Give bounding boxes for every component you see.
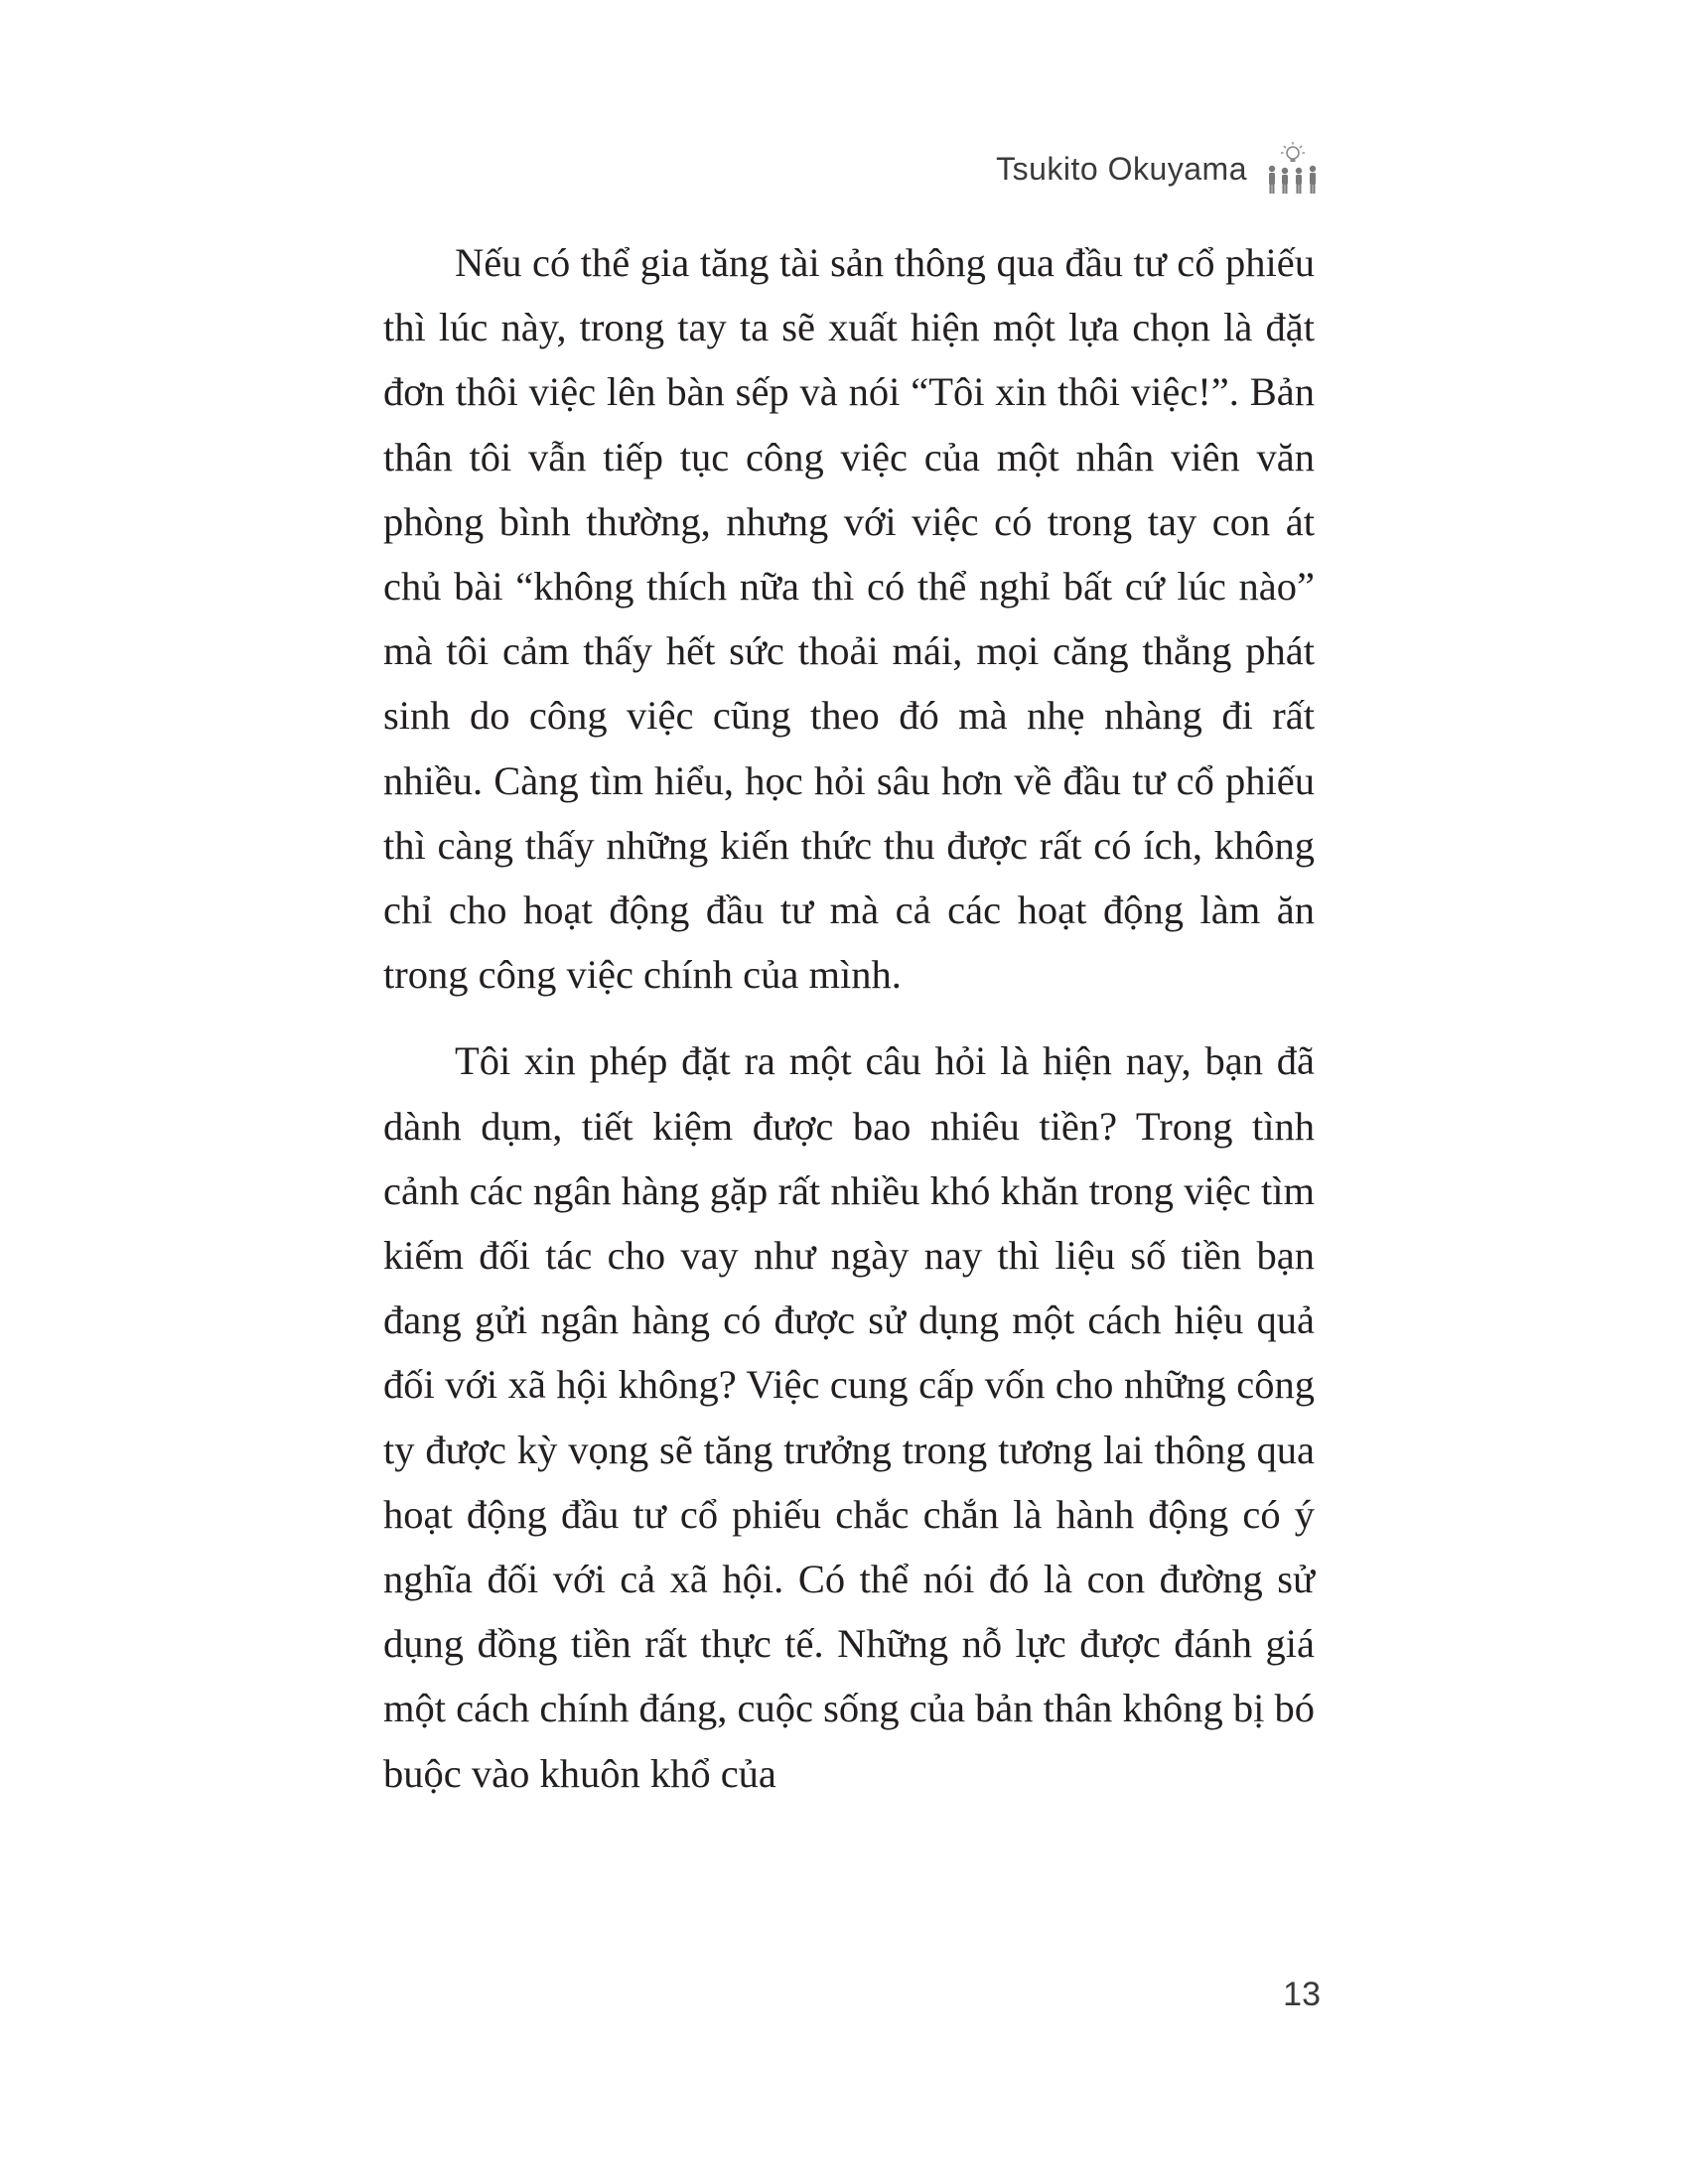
running-header	[993, 139, 1321, 199]
paragraph: Tôi xin phép đặt ra một câu hỏi là hiện nay, bạn đã dành dụm, tiết kiệm được bao nhiêu tiền? Trong tình cảnh các ngân hàng gặp rất nhiều khó khăn trong việc tìm kiếm đối tác cho vay như ngày nay thì liệu số tiền bạn đang gửi ngân hàng có được sử dụng một cách hiệu quả đối với xã hội không? Việc cung cấp vốn cho những công ty được kỳ vọng sẽ tăng trưởng trong tương lai thông qua hoạt động đầu tư cổ phiếu chắc chắn là hành động có ý nghĩa đối với cả xã hội. Có thể nói đó là con đường sử dụng đồng tiền rất thực tế. Những nỗ lực được đánh giá một cách chính đáng, cuộc sống của bản thân không bị bó buộc vào khuôn khổ của	[383, 1038, 1316, 1796]
page-number: 13	[1283, 1976, 1321, 2013]
paragraph: Nếu có thể gia tăng tài sản thông qua đầu tư cổ phiếu thì lúc này, trong tay ta sẽ xuất hiện một lựa chọn là đặt đơn thôi việc lên bàn sếp và nói “Tôi xin thôi việc!”. Bản thân tôi vẫn tiếp tục công việc của một nhân viên văn phòng bình thường, nhưng với việc có trong tay con át chủ bài “không thích nữa thì có thể nghỉ bất cứ lúc nào” mà tôi cảm thấy hết sức thoải mái, mọi căng thẳng phát sinh do công việc cũng theo đó mà nhẹ nhàng đi rất nhiều. Càng tìm hiểu, học hỏi sâu hơn về đầu tư cổ phiếu thì càng thấy những kiến thức thu được rất có ích, không chỉ cho hoạt động đầu tư mà cả các hoạt động làm ăn trong công việc chính của mình.	[383, 240, 1315, 998]
body-text	[383, 230, 1315, 1806]
people-lightbulb-logo-icon	[1265, 141, 1321, 197]
author-name: Tsukito Okuyama	[996, 150, 1247, 187]
